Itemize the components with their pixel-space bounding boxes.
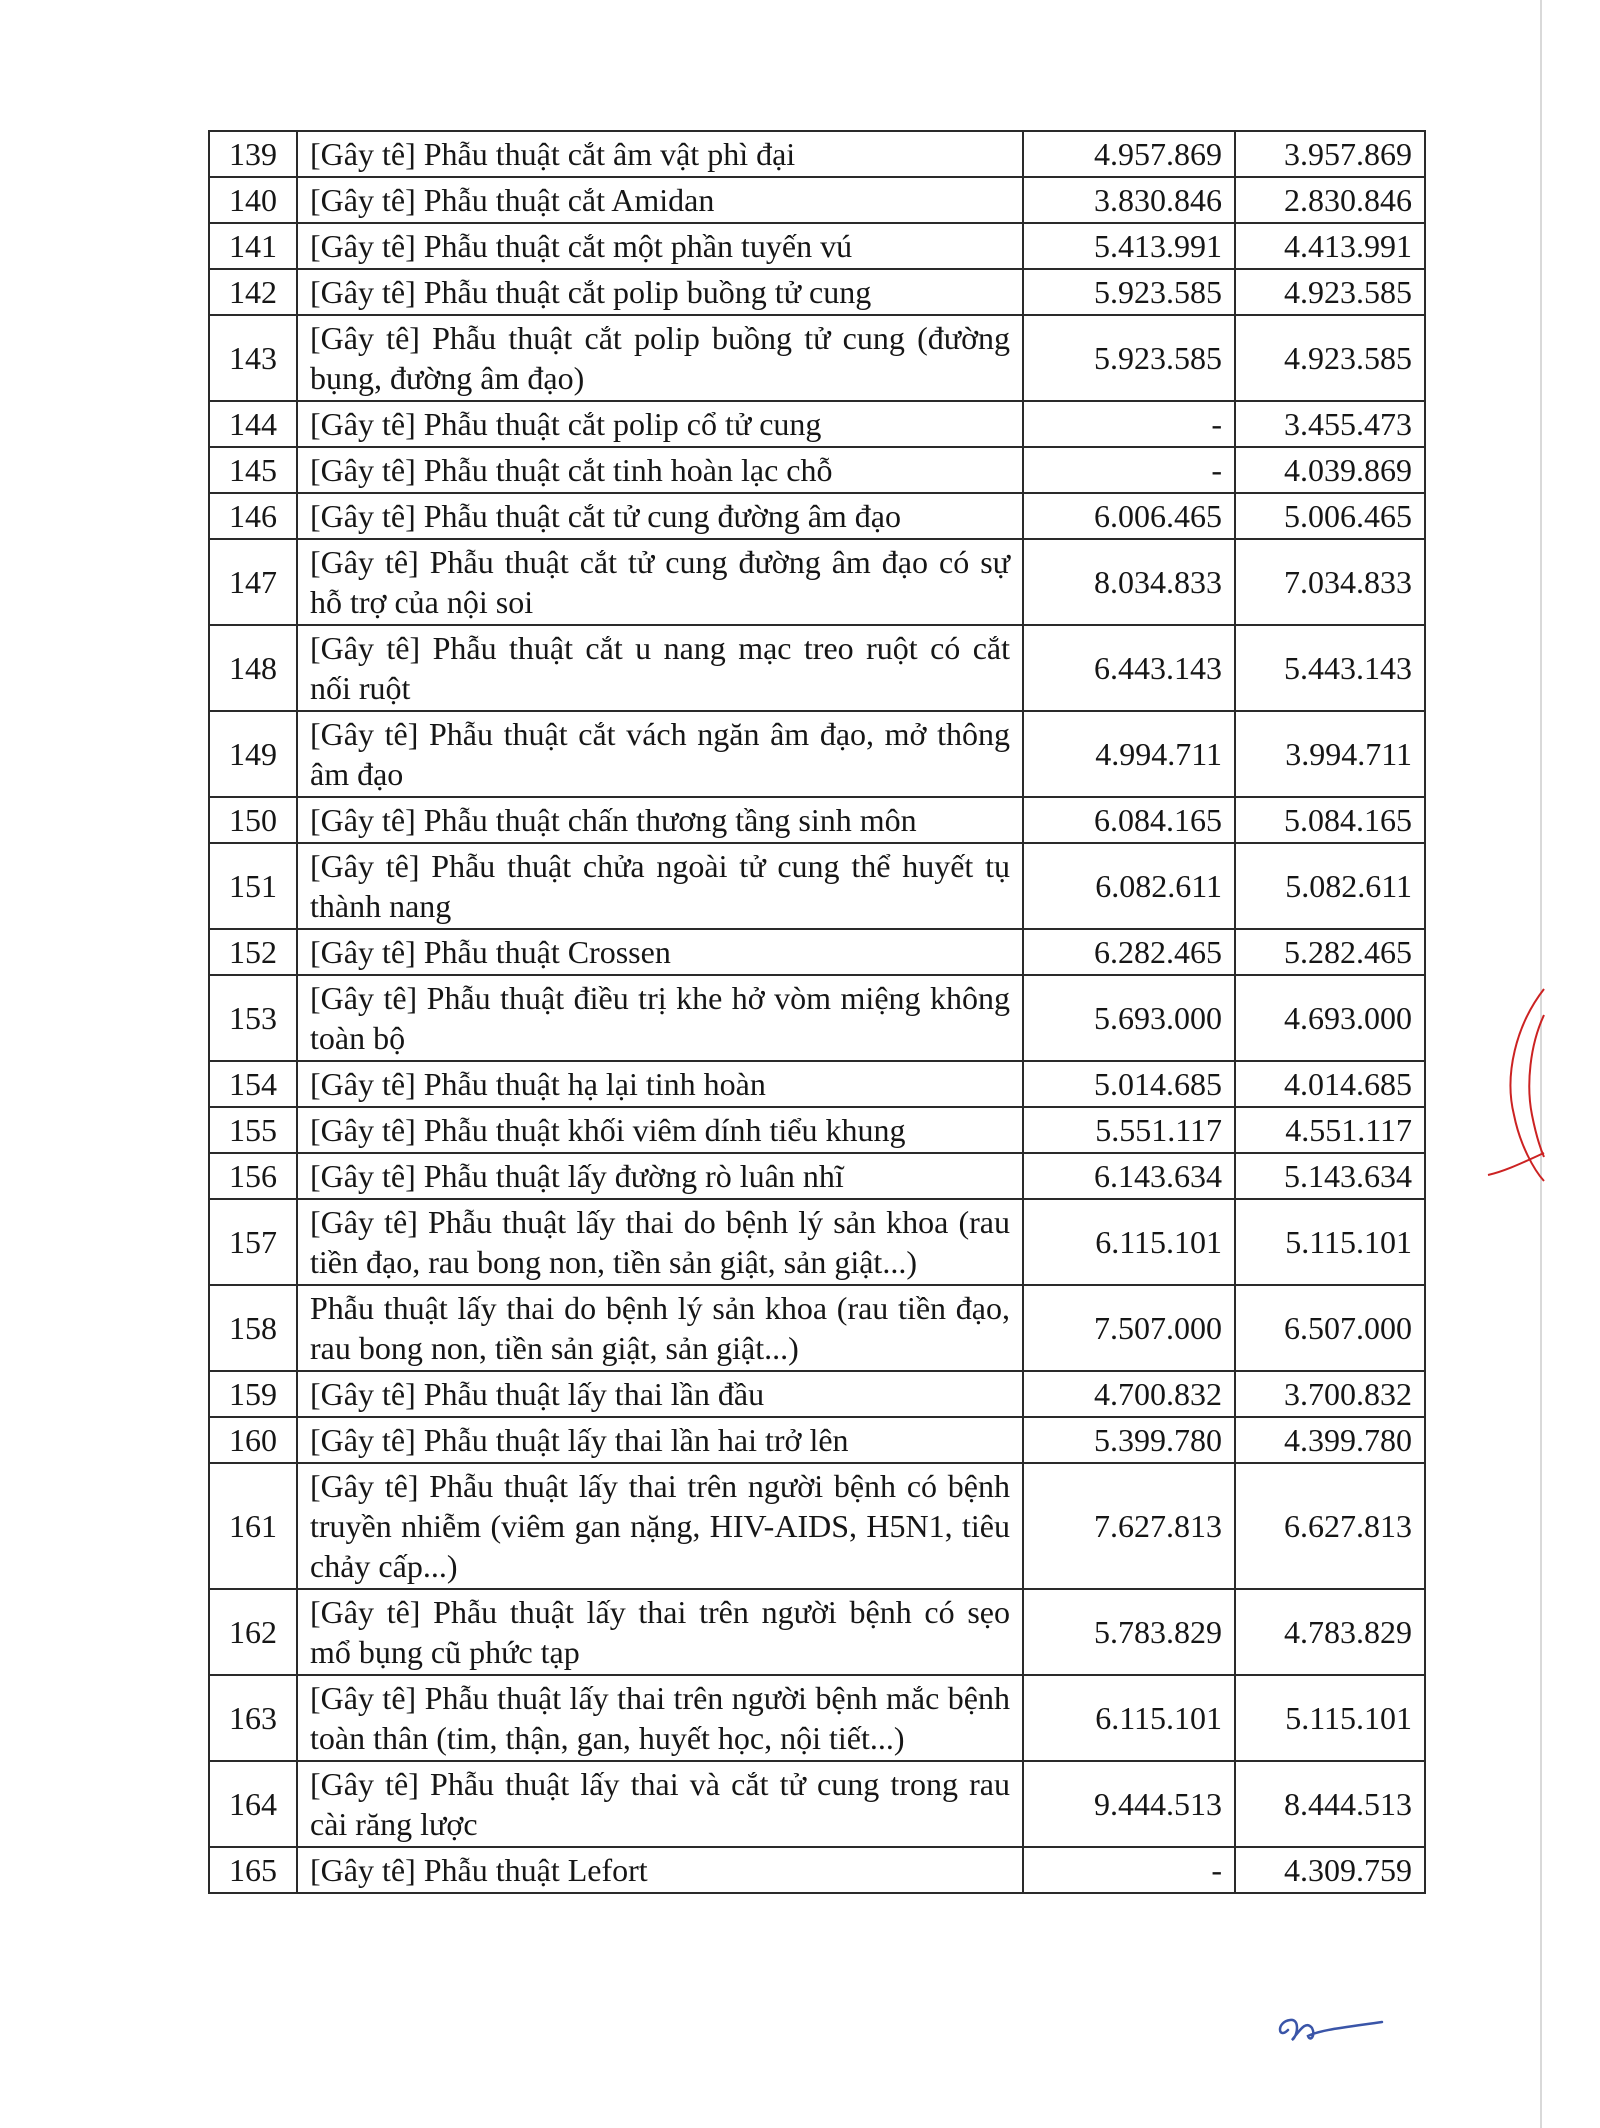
procedure-name: [Gây tê] Phẫu thuật cắt polip cổ tử cung (297, 401, 1023, 447)
row-number: 144 (209, 401, 297, 447)
price-column-2: 4.783.829 (1235, 1589, 1425, 1675)
table-row (209, 1061, 1425, 1107)
row-number: 154 (209, 1061, 297, 1107)
table-row (209, 797, 1425, 843)
row-number: 147 (209, 539, 297, 625)
procedure-name: [Gây tê] Phẫu thuật cắt tinh hoàn lạc chỗ (297, 447, 1023, 493)
price-column-2: 3.700.832 (1235, 1371, 1425, 1417)
row-number: 150 (209, 797, 297, 843)
price-column-1: 6.143.634 (1023, 1153, 1235, 1199)
row-number: 146 (209, 493, 297, 539)
procedure-name: [Gây tê] Phẫu thuật cắt polip buồng tử cung (297, 269, 1023, 315)
procedure-name: [Gây tê] Phẫu thuật cắt âm vật phì đại (297, 131, 1023, 177)
row-number: 160 (209, 1417, 297, 1463)
price-column-1: - (1023, 447, 1235, 493)
price-column-2: 4.014.685 (1235, 1061, 1425, 1107)
price-column-1: 5.693.000 (1023, 975, 1235, 1061)
row-number: 142 (209, 269, 297, 315)
procedure-name: [Gây tê] Phẫu thuật cắt tử cung đường âm đạo (297, 493, 1023, 539)
price-column-2: 5.443.143 (1235, 625, 1425, 711)
price-column-1: 7.627.813 (1023, 1463, 1235, 1589)
price-column-1: 4.700.832 (1023, 1371, 1235, 1417)
table-row (209, 1589, 1425, 1675)
price-column-1: 6.115.101 (1023, 1675, 1235, 1761)
price-column-2: 4.039.869 (1235, 447, 1425, 493)
price-column-2: 5.115.101 (1235, 1199, 1425, 1285)
table-row (209, 223, 1425, 269)
table-body (209, 131, 1425, 1893)
price-column-2: 7.034.833 (1235, 539, 1425, 625)
price-column-2: 5.143.634 (1235, 1153, 1425, 1199)
table-row (209, 131, 1425, 177)
procedure-name: [Gây tê] Phẫu thuật khối viêm dính tiểu khung (297, 1107, 1023, 1153)
price-column-2: 5.006.465 (1235, 493, 1425, 539)
price-column-2: 6.627.813 (1235, 1463, 1425, 1589)
price-column-1: 5.551.117 (1023, 1107, 1235, 1153)
table-row (209, 711, 1425, 797)
procedure-name: [Gây tê] Phẫu thuật lấy thai lần đầu (297, 1371, 1023, 1417)
price-table (208, 130, 1426, 1894)
row-number: 164 (209, 1761, 297, 1847)
row-number: 158 (209, 1285, 297, 1371)
procedure-name: [Gây tê] Phẫu thuật Crossen (297, 929, 1023, 975)
price-column-1: 4.994.711 (1023, 711, 1235, 797)
price-column-2: 4.399.780 (1235, 1417, 1425, 1463)
price-column-1: 5.014.685 (1023, 1061, 1235, 1107)
row-number: 148 (209, 625, 297, 711)
price-column-2: 4.693.000 (1235, 975, 1425, 1061)
procedure-name: [Gây tê] Phẫu thuật lấy thai trên người bệnh có sẹo mổ bụng cũ phức tạp (297, 1589, 1023, 1675)
price-column-2: 8.444.513 (1235, 1761, 1425, 1847)
row-number: 157 (209, 1199, 297, 1285)
row-number: 152 (209, 929, 297, 975)
table-row (209, 1199, 1425, 1285)
price-column-2: 4.923.585 (1235, 315, 1425, 401)
price-column-2: 2.830.846 (1235, 177, 1425, 223)
table-row (209, 1463, 1425, 1589)
row-number: 151 (209, 843, 297, 929)
table-row (209, 843, 1425, 929)
price-column-2: 5.115.101 (1235, 1675, 1425, 1761)
procedure-name: [Gây tê] Phẫu thuật điều trị khe hở vòm miệng không toàn bộ (297, 975, 1023, 1061)
table-row (209, 1417, 1425, 1463)
price-column-1: 5.783.829 (1023, 1589, 1235, 1675)
table-row (209, 1761, 1425, 1847)
row-number: 139 (209, 131, 297, 177)
table-row (209, 315, 1425, 401)
row-number: 149 (209, 711, 297, 797)
procedure-name: [Gây tê] Phẫu thuật cắt polip buồng tử cung (đường bụng, đường âm đạo) (297, 315, 1023, 401)
procedure-name: [Gây tê] Phẫu thuật lấy đường rò luân nhĩ (297, 1153, 1023, 1199)
table-row (209, 975, 1425, 1061)
procedure-name: Phẫu thuật lấy thai do bệnh lý sản khoa (rau tiền đạo, rau bong non, tiền sản giật, sản giật...) (297, 1285, 1023, 1371)
procedure-name: [Gây tê] Phẫu thuật lấy thai do bệnh lý sản khoa (rau tiền đạo, rau bong non, tiền sản giật, sản giật...) (297, 1199, 1023, 1285)
table-row (209, 1285, 1425, 1371)
procedure-name: [Gây tê] Phẫu thuật lấy thai trên người bệnh mắc bệnh toàn thân (tim, thận, gan, huyết học, nội tiết...) (297, 1675, 1023, 1761)
row-number: 145 (209, 447, 297, 493)
table-row (209, 539, 1425, 625)
price-column-2: 5.282.465 (1235, 929, 1425, 975)
procedure-name: [Gây tê] Phẫu thuật cắt u nang mạc treo ruột có cắt nối ruột (297, 625, 1023, 711)
table-row (209, 1675, 1425, 1761)
procedure-name: [Gây tê] Phẫu thuật lấy thai và cắt tử cung trong rau cài răng lược (297, 1761, 1023, 1847)
table-row (209, 1847, 1425, 1893)
table-row (209, 1371, 1425, 1417)
table-row (209, 493, 1425, 539)
table-row (209, 401, 1425, 447)
procedure-name: [Gây tê] Phẫu thuật lấy thai trên người bệnh có bệnh truyền nhiễm (viêm gan nặng, HIV-AIDS, H5N1, tiêu chảy cấp...) (297, 1463, 1023, 1589)
price-column-1: 3.830.846 (1023, 177, 1235, 223)
price-column-1: 5.399.780 (1023, 1417, 1235, 1463)
procedure-name: [Gây tê] Phẫu thuật Lefort (297, 1847, 1023, 1893)
price-column-2: 5.084.165 (1235, 797, 1425, 843)
price-column-1: 5.923.585 (1023, 315, 1235, 401)
price-column-1: - (1023, 401, 1235, 447)
procedure-name: [Gây tê] Phẫu thuật chửa ngoài tử cung thể huyết tụ thành nang (297, 843, 1023, 929)
row-number: 162 (209, 1589, 297, 1675)
procedure-name: [Gây tê] Phẫu thuật hạ lại tinh hoàn (297, 1061, 1023, 1107)
price-column-1: 6.115.101 (1023, 1199, 1235, 1285)
procedure-name: [Gây tê] Phẫu thuật cắt một phần tuyến vú (297, 223, 1023, 269)
price-column-2: 3.455.473 (1235, 401, 1425, 447)
row-number: 143 (209, 315, 297, 401)
procedure-name: [Gây tê] Phẫu thuật cắt Amidan (297, 177, 1023, 223)
price-column-1: 4.957.869 (1023, 131, 1235, 177)
price-column-2: 6.507.000 (1235, 1285, 1425, 1371)
price-column-1: 8.034.833 (1023, 539, 1235, 625)
price-column-1: 6.084.165 (1023, 797, 1235, 843)
row-number: 165 (209, 1847, 297, 1893)
row-number: 161 (209, 1463, 297, 1589)
price-column-2: 3.994.711 (1235, 711, 1425, 797)
procedure-name: [Gây tê] Phẫu thuật chấn thương tầng sinh môn (297, 797, 1023, 843)
table-row (209, 447, 1425, 493)
row-number: 141 (209, 223, 297, 269)
handwritten-signature (1270, 2000, 1400, 2050)
price-column-1: 6.282.465 (1023, 929, 1235, 975)
price-column-2: 4.551.117 (1235, 1107, 1425, 1153)
table-row (209, 929, 1425, 975)
table-row (209, 1153, 1425, 1199)
price-column-2: 5.082.611 (1235, 843, 1425, 929)
price-column-1: 6.443.143 (1023, 625, 1235, 711)
row-number: 155 (209, 1107, 297, 1153)
price-column-1: 5.413.991 (1023, 223, 1235, 269)
table-row (209, 177, 1425, 223)
procedure-name: [Gây tê] Phẫu thuật cắt tử cung đường âm đạo có sự hỗ trợ của nội soi (297, 539, 1023, 625)
price-column-2: 3.957.869 (1235, 131, 1425, 177)
official-stamp (1486, 985, 1546, 1185)
price-column-1: 9.444.513 (1023, 1761, 1235, 1847)
price-column-1: - (1023, 1847, 1235, 1893)
price-column-1: 6.006.465 (1023, 493, 1235, 539)
price-column-2: 4.309.759 (1235, 1847, 1425, 1893)
price-column-1: 6.082.611 (1023, 843, 1235, 929)
row-number: 153 (209, 975, 297, 1061)
row-number: 163 (209, 1675, 297, 1761)
price-column-1: 5.923.585 (1023, 269, 1235, 315)
row-number: 159 (209, 1371, 297, 1417)
price-column-2: 4.923.585 (1235, 269, 1425, 315)
row-number: 140 (209, 177, 297, 223)
price-column-1: 7.507.000 (1023, 1285, 1235, 1371)
procedure-name: [Gây tê] Phẫu thuật lấy thai lần hai trở lên (297, 1417, 1023, 1463)
table-row (209, 625, 1425, 711)
table-row (209, 1107, 1425, 1153)
row-number: 156 (209, 1153, 297, 1199)
procedure-name: [Gây tê] Phẫu thuật cắt vách ngăn âm đạo, mở thông âm đạo (297, 711, 1023, 797)
table-row (209, 269, 1425, 315)
price-column-2: 4.413.991 (1235, 223, 1425, 269)
